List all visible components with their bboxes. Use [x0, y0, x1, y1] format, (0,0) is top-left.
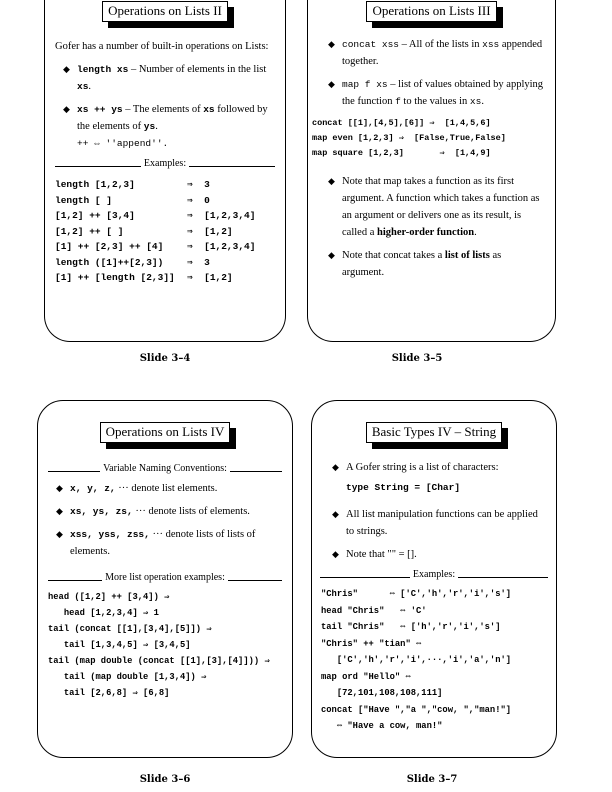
example-line: tail (map double [1,3,4]) ⇒: [48, 672, 207, 682]
naming-separator: Variable Naming Conventions:: [48, 463, 282, 474]
slide-caption: Slide 3–6: [139, 774, 191, 785]
bullet-lists-of-lists: ◆ xss, yss, zss, ··· denote lists of lists of elements.: [48, 526, 282, 560]
bullet-icon: ◆: [332, 509, 339, 519]
note-higher-order: ◆ Note that map takes a function as its first argument. A function which takes a function as an argument or delivers one as its result, is called a higher-order function.: [320, 173, 545, 241]
bullet-icon: ◆: [328, 176, 335, 186]
bullet-icon: ◆: [328, 250, 335, 260]
example-row: concat [[1],[4,5],[6]] ⇒ [1,4,5,6]: [312, 118, 491, 128]
examples-list: [312, 586, 556, 735]
example-row: map square [1,2,3] ⇒ [1,4,9]: [312, 148, 491, 158]
example-row: [1] ++ [2,3] ++ [4] ⇒ [1,2,3,4]: [55, 241, 256, 252]
example-line: ['C','h','r','i',···,'i','a','n']: [321, 655, 512, 665]
bullet-icon: ◆: [63, 64, 70, 74]
examples-separator: More list operation examples:: [48, 572, 282, 583]
slide-3-4: [44, 0, 286, 342]
bullet-icon: ◆: [63, 104, 70, 114]
example-line: map ord "Hello" ⇔: [321, 671, 411, 682]
slide-caption: Slide 3–4: [139, 353, 191, 364]
example-row: length [1,2,3] ⇒ 3: [55, 179, 210, 190]
bullet-length: ◆ length xs – Number of elements in the list xs.: [55, 61, 275, 95]
bullet-string-def: ◆ A Gofer string is a list of characters: type String = [Char]: [324, 459, 548, 500]
example-line: head [1,2,3,4] ⇒ 1: [48, 608, 159, 618]
bullet-append: ◆ xs ++ ys – The elements of xs followed by the elements of ys. ++ ⇔ ''append''.: [55, 101, 275, 152]
note-list-of-lists: ◆ Note that concat takes a list of lists as argument.: [320, 247, 545, 281]
example-row: [1,2] ++ [3,4] ⇒ [1,2,3,4]: [55, 210, 256, 221]
bullet-empty-string: ◆ Note that "" = [].: [324, 546, 548, 563]
bullet-icon: ◆: [328, 39, 335, 49]
example-line: tail [1,3,4,5] ⇒ [3,4,5]: [48, 640, 191, 650]
bullet-icon: ◆: [332, 462, 339, 472]
bullet-elements: ◆ x, y, z, ··· denote list elements.: [48, 480, 282, 497]
example-row: map even [1,2,3] ⇒ [False,True,False]: [312, 133, 506, 143]
slide-title: Operations on Lists IV: [100, 422, 231, 443]
slide-caption: Slide 3–7: [406, 774, 458, 785]
bullet-lists: ◆ xs, ys, zs, ··· denote lists of elements.: [48, 503, 282, 520]
slide-caption: Slide 3–5: [391, 353, 443, 364]
slide-title: Operations on Lists II: [102, 1, 228, 22]
examples-table: [308, 116, 555, 161]
example-line: tail (concat [[1],[3,4],[5]]) ⇒: [48, 624, 212, 634]
example-line: tail "Chris" ⇔ ['h','r','i','s']: [321, 622, 501, 632]
example-line: "Chris" ++ "tian" ⇔: [321, 638, 422, 649]
bullet-icon: ◆: [56, 483, 63, 493]
bullet-icon: ◆: [328, 79, 335, 89]
example-line: tail (map double (concat [[1],[3],[4]])) ⇒: [48, 656, 270, 666]
bullet-list-functions: ◆ All list manipulation functions can be applied to strings.: [324, 506, 548, 540]
example-row: [1] ++ [length [2,3]] ⇒ [1,2]: [55, 272, 233, 283]
intro-text: Gofer has a number of built-in operations on Lists:: [55, 41, 269, 52]
bullet-icon: ◆: [56, 506, 63, 516]
slide-3-7: [311, 400, 557, 758]
example-row: [1,2] ++ [ ] ⇒ [1,2]: [55, 225, 233, 237]
bullet-icon: ◆: [56, 529, 63, 539]
slide-title: Basic Types IV – String: [366, 422, 502, 443]
example-row: length ([1]++[2,3]) ⇒ 3: [55, 256, 210, 268]
example-line: concat ["Have ","a ","cow, ","man!"]: [321, 704, 512, 715]
examples-list: [38, 589, 292, 701]
example-line: "Chris" ⇔ ['C','h','r','i','s']: [321, 589, 512, 599]
bullet-map: ◆ map f xs – list of values obtained by applying the function f to the values in xs.: [320, 76, 545, 110]
slide-3-6: [37, 400, 293, 758]
slide-3-5: [307, 0, 556, 342]
example-line: head "Chris" ⇔ 'C': [321, 605, 427, 616]
example-row: length [ ] ⇒ 0: [55, 194, 210, 206]
bullet-concat: ◆ concat xss – All of the lists in xss appended together.: [320, 36, 545, 70]
bullet-icon: ◆: [332, 549, 339, 559]
examples-separator: Examples:: [320, 569, 548, 580]
examples-table: [55, 177, 275, 286]
example-line: head ([1,2] ++ [3,4]) ⇒: [48, 592, 170, 602]
example-line: [72,101,108,108,111]: [321, 688, 443, 698]
slide-title: Operations on Lists III: [366, 1, 496, 22]
example-line: ⇔ "Have a cow, man!": [321, 721, 443, 731]
examples-separator: Examples:: [55, 158, 275, 169]
example-line: tail [2,6,8] ⇒ [6,8]: [48, 688, 170, 698]
